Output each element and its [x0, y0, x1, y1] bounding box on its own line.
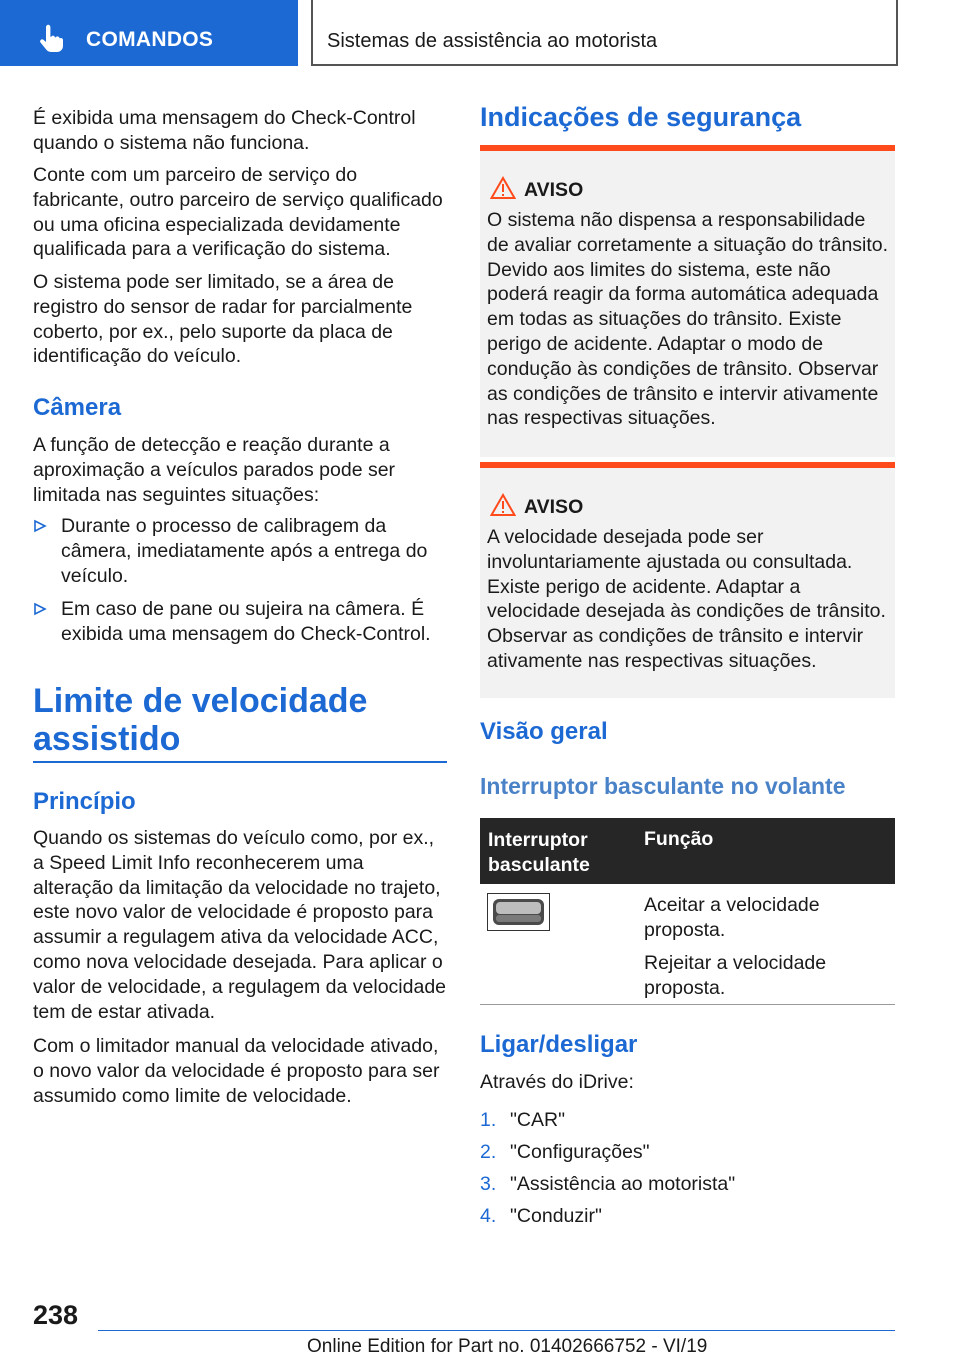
- step-number: 4.: [480, 1205, 497, 1227]
- list-item: [480, 1108, 895, 1132]
- function-reject: Rejeitar a velocidade proposta.: [644, 952, 827, 999]
- warning-triangle-icon: [490, 493, 516, 517]
- safety-heading: Indicações de segurança: [480, 102, 802, 132]
- chapter-title: Sistemas de assistência ao motorista: [327, 30, 658, 52]
- principle-paragraph: Quando os sistemas do veículo como, por ex., a Speed Limit Info reconhecerem uma alteração da limitação da velocidade no trajeto, este novo valor de velocidade é proposto para assumir a regulagem ativa da velocidade ACC, como nova velocidade desejada. Para aplicar o valor de velocidade, a regulagem da velocidade tem de estar ativada.: [33, 827, 447, 1023]
- principle-heading: Princípio: [33, 788, 136, 815]
- table-divider: [480, 1004, 895, 1005]
- camera-heading: Câmera: [33, 394, 122, 421]
- triangle-bullet-icon: [33, 519, 47, 533]
- bullet-text: Durante o processo de calibragem da câmera, imediatamente após a entrega do veículo.: [61, 515, 428, 587]
- list-item: [33, 514, 447, 590]
- function-accept: Aceitar a velocidade proposta.: [644, 894, 820, 941]
- section-tab-label: COMANDOS: [86, 28, 214, 51]
- table-header-switch: Interruptor basculante: [488, 829, 590, 876]
- list-item: [33, 597, 447, 649]
- step-text: "Assistência ao motorista": [510, 1173, 736, 1195]
- overview-heading: Visão geral: [480, 718, 608, 745]
- warning-text: A velocidade desejada pode ser involuntariamente ajustada ou consultada. Existe perigo de acidente. Adaptar a velocidade desejada às condições de trânsito. Observar as condições de trânsito e intervir ativamente nas respectivas situações.: [487, 526, 886, 672]
- hand-pointer-icon: [36, 24, 66, 54]
- warning-box: [480, 462, 895, 698]
- edition-footer: Online Edition for Part no. 01402666752 - VI/19: [307, 1336, 708, 1357]
- step-number: 2.: [480, 1141, 497, 1163]
- warning-title: AVISO: [524, 179, 584, 201]
- list-item: [480, 1172, 895, 1196]
- bullet-text: Em caso de pane ou sujeira na câmera. É exibida uma mensagem do Check-Control.: [61, 598, 431, 645]
- step-text: "CAR": [510, 1109, 566, 1131]
- page-number: 238: [33, 1300, 79, 1330]
- list-item: [480, 1204, 895, 1228]
- step-number: 3.: [480, 1173, 497, 1195]
- paragraph-check-control: É exibida uma mensagem do Check-Control quando o sistema não funciona.: [33, 107, 416, 154]
- footer-rule: [98, 1330, 895, 1331]
- rocker-switch-icon: [487, 893, 550, 931]
- table-header: [480, 818, 895, 884]
- triangle-bullet-icon: [33, 602, 47, 616]
- chapter-header: [311, 0, 898, 66]
- warning-text: O sistema não dispensa a responsabilidade de avaliar corretamente a situação do trânsito. Devido aos limites do sistema, este não poderá reagir da forma automática adequada em todas as situações do trânsito. Existe perigo de acidente. Adaptar o modo de condução às condições de trânsito. Observar as condições de trânsito e intervir ativamente nas respectivas situações.: [487, 209, 889, 430]
- list-item: [480, 1140, 895, 1164]
- warning-title: AVISO: [524, 496, 584, 518]
- onoff-intro: Através do iDrive:: [480, 1071, 634, 1093]
- camera-intro: A função de detecção e reação durante a aproximação a veículos parados pode ser limitada nas seguintes situações:: [33, 434, 396, 506]
- step-text: "Conduzir": [510, 1205, 602, 1227]
- table-header-function: Função: [644, 828, 714, 850]
- step-text: "Configurações": [510, 1141, 650, 1163]
- warning-triangle-icon: [490, 176, 516, 200]
- main-heading: Limite de velocidade assistido: [33, 682, 368, 758]
- step-number: 1.: [480, 1109, 497, 1131]
- paragraph-radar-limit: O sistema pode ser limitado, se a área de registro do sensor de radar for parcialmente coberto, por ex., pelo suporte da placa de identificação do veículo.: [33, 271, 413, 368]
- heading-rule: [33, 761, 447, 763]
- paragraph-service-partner: Conte com um parceiro de serviço do fabricante, outro parceiro de serviço qualificado ou uma oficina especializada devidamente qualificada para a verificação do sistema.: [33, 164, 443, 261]
- limiter-paragraph: Com o limitador manual da velocidade ativado, o novo valor da velocidade é proposto para ser assumido como limite de velocidade.: [33, 1035, 440, 1107]
- warning-box: [480, 145, 895, 457]
- onoff-heading: Ligar/desligar: [480, 1031, 638, 1058]
- switch-heading: Interruptor basculante no volante: [480, 773, 846, 799]
- section-tab[interactable]: [0, 0, 298, 66]
